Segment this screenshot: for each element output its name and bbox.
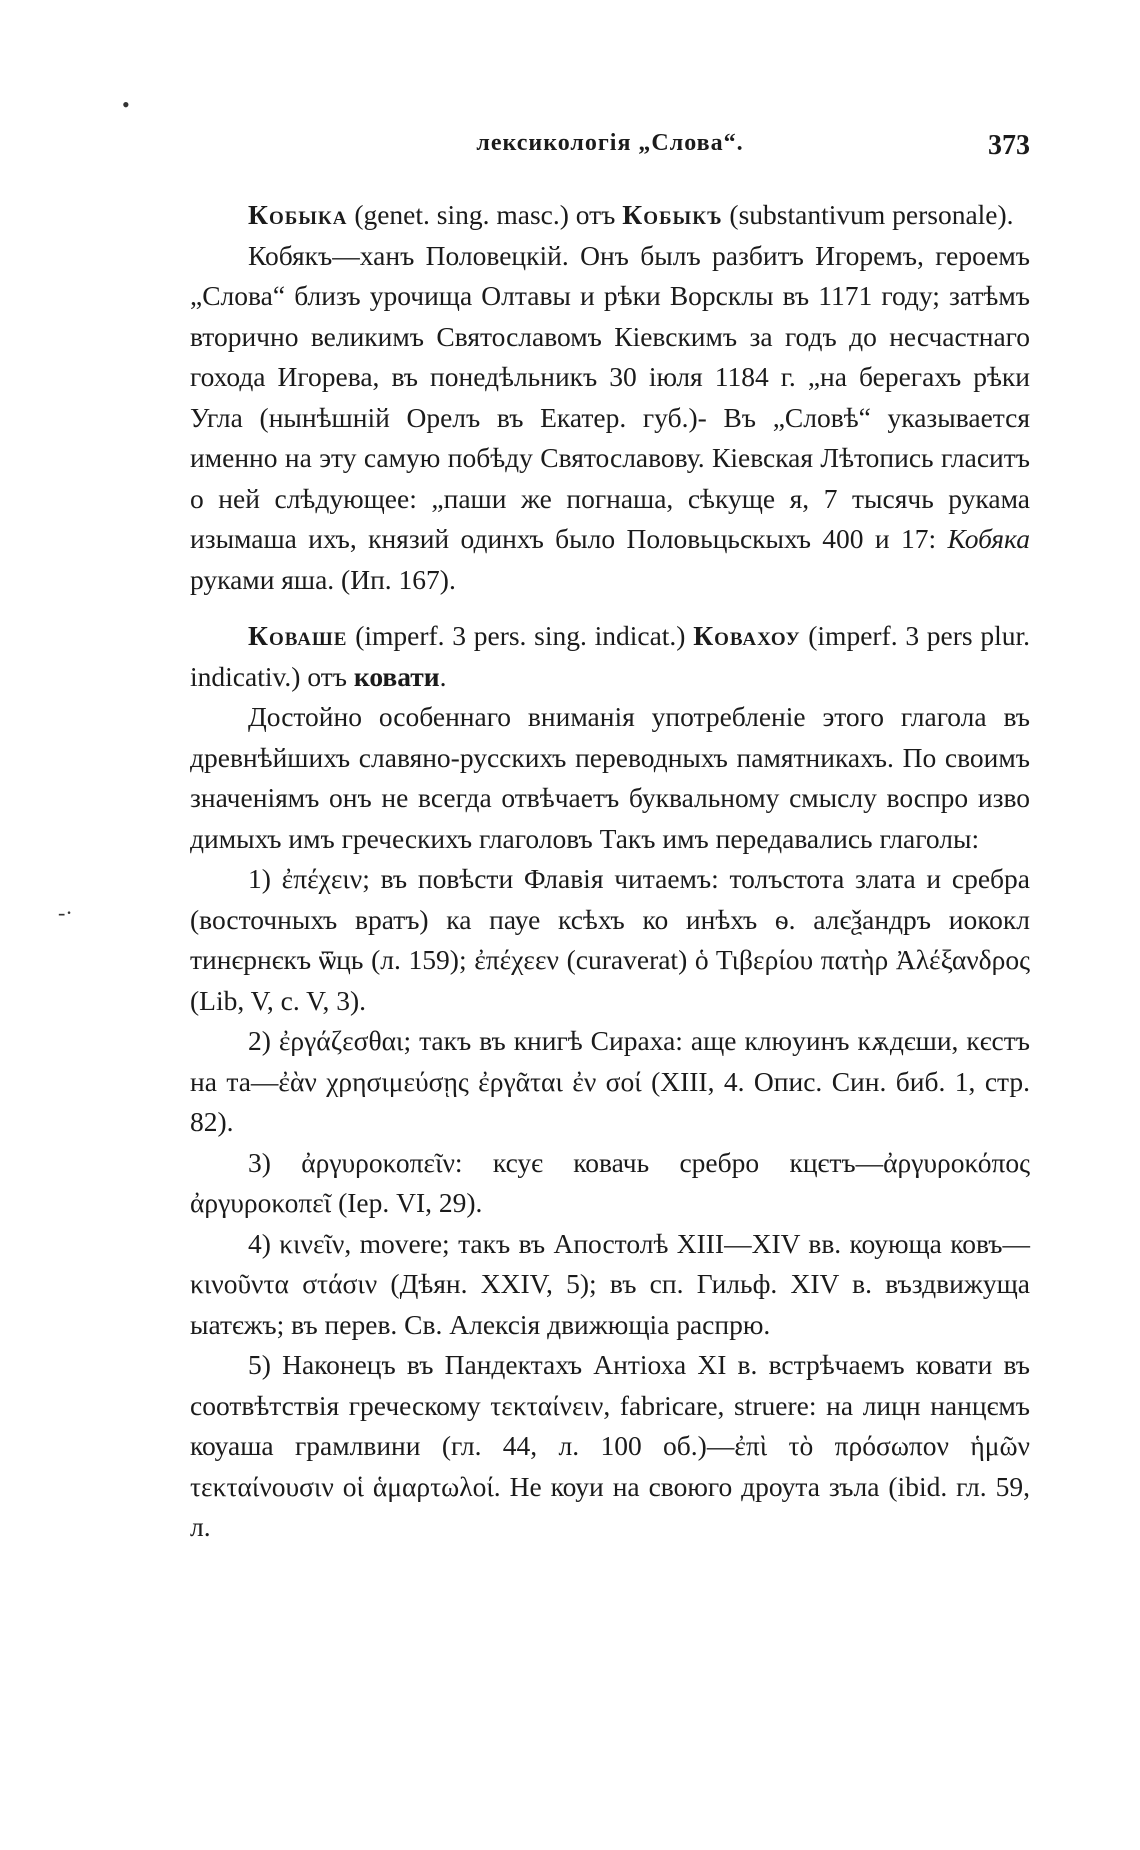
entry-kobyka-heading	[190, 195, 1030, 236]
ink-speck: •	[122, 92, 130, 117]
meaning-item: 2) ἐργάζεσθαι; такъ въ книгѣ Сираха: аще клюуинъ кѫдєши, кєстъ на та—ἐὰν χρησιμεύσῃς ἐργᾶται ἐν σοί (XIII, 4. Опис. Син. биб. 1, стр. 82).	[190, 1025, 1030, 1137]
page-body	[190, 195, 1030, 1548]
entry-kovashe-heading	[190, 616, 1030, 697]
italic-word: Кобяка	[947, 523, 1030, 554]
running-header	[190, 130, 1030, 170]
headword-variant: Ковахоу	[693, 620, 801, 651]
root-word: ковати	[353, 660, 440, 692]
header-title: лексикологія „Слова“.	[476, 130, 744, 156]
paragraph-text: Кобякъ—ханъ Половецкій. Онъ былъ разбитъ Игоремъ, героемъ „Слова“ близъ урочища Олтавы и рѣки Ворсклы въ 1171 году; затѣмъ вторично великимъ Святославомъ Кіевскимъ за годъ до несчастнаго гохода Игорева, въ понедѣльникъ 30 іюля 1184 г. „на берегахъ рѣки Угла (нынѣшній Орелъ въ Екатер. губ.)- Въ „Словѣ“ указывается именно на эту самую побѣду Святославову. Кіевская Лѣтопись гласитъ о ней слѣдующее: „паши же погнаша, сѣкуще я, 7 тысячь рукама изымаша ихъ, князий одинхъ было Половьцьскыхъ 400 и 17:	[190, 239, 1030, 554]
meaning-item: 5) Наконецъ въ Пандектахъ Антіоха XI в. встрѣчаемъ ковати въ соотвѣтствія греческому τεκταίνειν, fabricare, struere: на лицн нанцємъ коуаша грамлвини (гл. 44, л. 100 об.)—ἐπὶ τὸ πρόσωπον ἡμῶν τεκταίνουσιν οἱ ἁμαρτωλοί. Не коуи на своюго дроута зъла (ibid. гл. 59, л.	[190, 1349, 1030, 1542]
meaning-item: 3) ἀργυροκοπεῖν: ксує ковачь сребро кцєтъ—ἀργυροκόπος ἀργυροκοπεῖ (Іер. VI, 29).	[190, 1146, 1030, 1218]
grammar-note: .	[439, 660, 447, 692]
page-number: 373	[988, 130, 1030, 161]
headword: Кобыка	[248, 199, 348, 230]
paragraph-text: руками яша. (Ип. 167).	[190, 563, 456, 595]
meaning-item: 4) κινεῖν, movere; такъ въ Апостолѣ XIII—XIV вв. коующа ковъ—κινοῦντα στάσιν (Дѣян. XXIV, 5); въ сп. Гильф. XIV в. въздвижуща ыатєжъ; въ перев. Св. Алексія движющіа распрю.	[190, 1227, 1030, 1340]
root-word: Кобыкъ	[622, 199, 723, 230]
headword: Коваше	[248, 620, 348, 651]
paragraph	[190, 236, 1030, 601]
grammar-note: (imperf. 3 pers plur. indicativ.) отъ	[190, 620, 1030, 692]
grammar-note: (imperf. 3 pers. sing. indicat.)	[347, 620, 694, 651]
margin-mark: -·	[58, 900, 73, 925]
paragraph: Достойно особеннаго вниманія употребленіе этого глагола въ древнѣйшихъ славяно-русскихъ переводныхъ памятникахъ. По своимъ значеніямъ онъ не всегда отвѣчаетъ буквальному смыслу воспро изво димыхъ имъ греческихъ глаголовъ Такъ имъ передавались глаголы:	[190, 701, 1030, 854]
grammar-note: (genet. sing. masc.) отъ	[347, 199, 623, 230]
grammar-note: (substantivum personale).	[722, 199, 1014, 230]
meaning-item: 1) ἐπέχειν; въ повѣсти Флавія читаемъ: толъстота злата и сребра (восточныхъ вратъ) ка пауе ксѣхъ ко инѣхъ ѳ. алєѯандръ иококл тинєрнєкъ ѿць (л. 159); ἐπέχεεν (curaverat) ὁ Τιβερίου πατὴρ Ἀλέξανδρος (Lib, V, c. V, 3).	[190, 863, 1030, 1016]
